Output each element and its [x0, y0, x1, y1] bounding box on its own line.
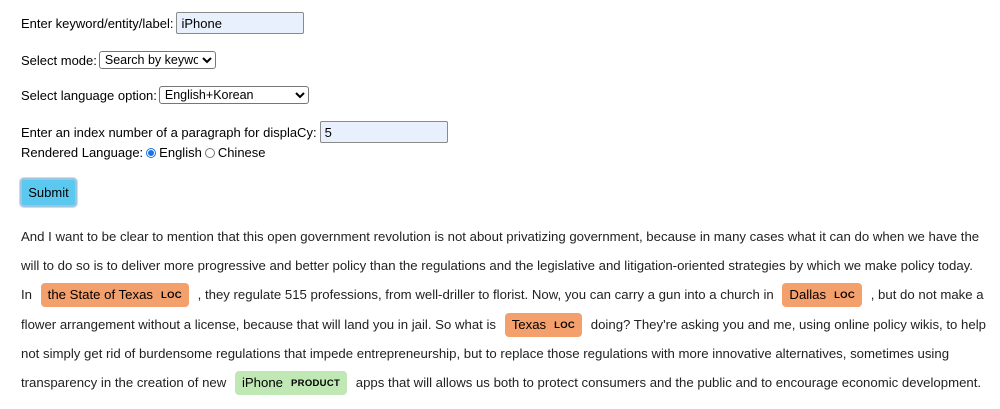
- entity-text: the State of Texas: [47, 287, 153, 303]
- language-row: [21, 86, 309, 104]
- index-input[interactable]: [320, 121, 448, 143]
- entity-label: LOC: [554, 319, 576, 331]
- keyword-input[interactable]: [176, 12, 304, 34]
- english-radio-label[interactable]: English: [159, 145, 202, 160]
- displacy-paragraph: [21, 222, 987, 397]
- entity-mark: [41, 283, 189, 307]
- keyword-row: [21, 12, 304, 34]
- entity-label: PRODUCT: [291, 378, 341, 390]
- keyword-label: Enter keyword/entity/label:: [21, 15, 174, 31]
- submit-button[interactable]: Submit: [20, 178, 77, 207]
- english-radio[interactable]: [146, 148, 156, 158]
- entity-text: Dallas: [789, 287, 827, 303]
- language-select[interactable]: [159, 86, 309, 104]
- paragraph-text: apps that will allows us both to protect consumers and the public and to encourage economic development.: [355, 375, 982, 391]
- rendered-language-label: Rendered Language:: [21, 145, 144, 160]
- paragraph-text: , but do not make a flower arrangement without a license, because that will land you in jail. So what is: [21, 287, 984, 332]
- entity-label: LOC: [834, 290, 856, 302]
- paragraph-text: , they regulate 515 professions, from well-driller to florist. Now, you can carry a gun into a church in: [197, 287, 774, 303]
- paragraph-text: And I want to be clear to mention that this open government revolution is not about privatizing government, because in many cases what it can do when we have the will to do so is to deliver more progressive and better policy than the regulations and the legislative and litigation-oriented strategies by which we make policy today. In: [21, 229, 980, 303]
- index-label: Enter an index number of a paragraph for displaCy:: [21, 124, 317, 140]
- chinese-radio[interactable]: [205, 148, 215, 158]
- paragraph-text: doing? They're asking you and me, using online policy wikis, to help not simply get rid of burdensome regulations that impede entrepreneurship, but to replace those regulations with more innovative alternatives, sometimes using transparency in the creation of new: [21, 316, 986, 391]
- rendered-language-row: [21, 145, 266, 160]
- entity-label: LOC: [161, 290, 182, 302]
- entity-text: Texas: [511, 316, 547, 332]
- index-row: [21, 121, 448, 143]
- entity-mark: [505, 313, 582, 337]
- language-label: Select language option:: [21, 87, 157, 103]
- entity-mark: [782, 283, 862, 307]
- mode-select[interactable]: [99, 51, 216, 69]
- chinese-radio-label[interactable]: Chinese: [217, 145, 266, 160]
- mode-label: Select mode:: [21, 52, 97, 68]
- entity-text: iPhone: [241, 375, 284, 391]
- mode-row: [21, 51, 216, 69]
- entity-mark: [235, 371, 347, 395]
